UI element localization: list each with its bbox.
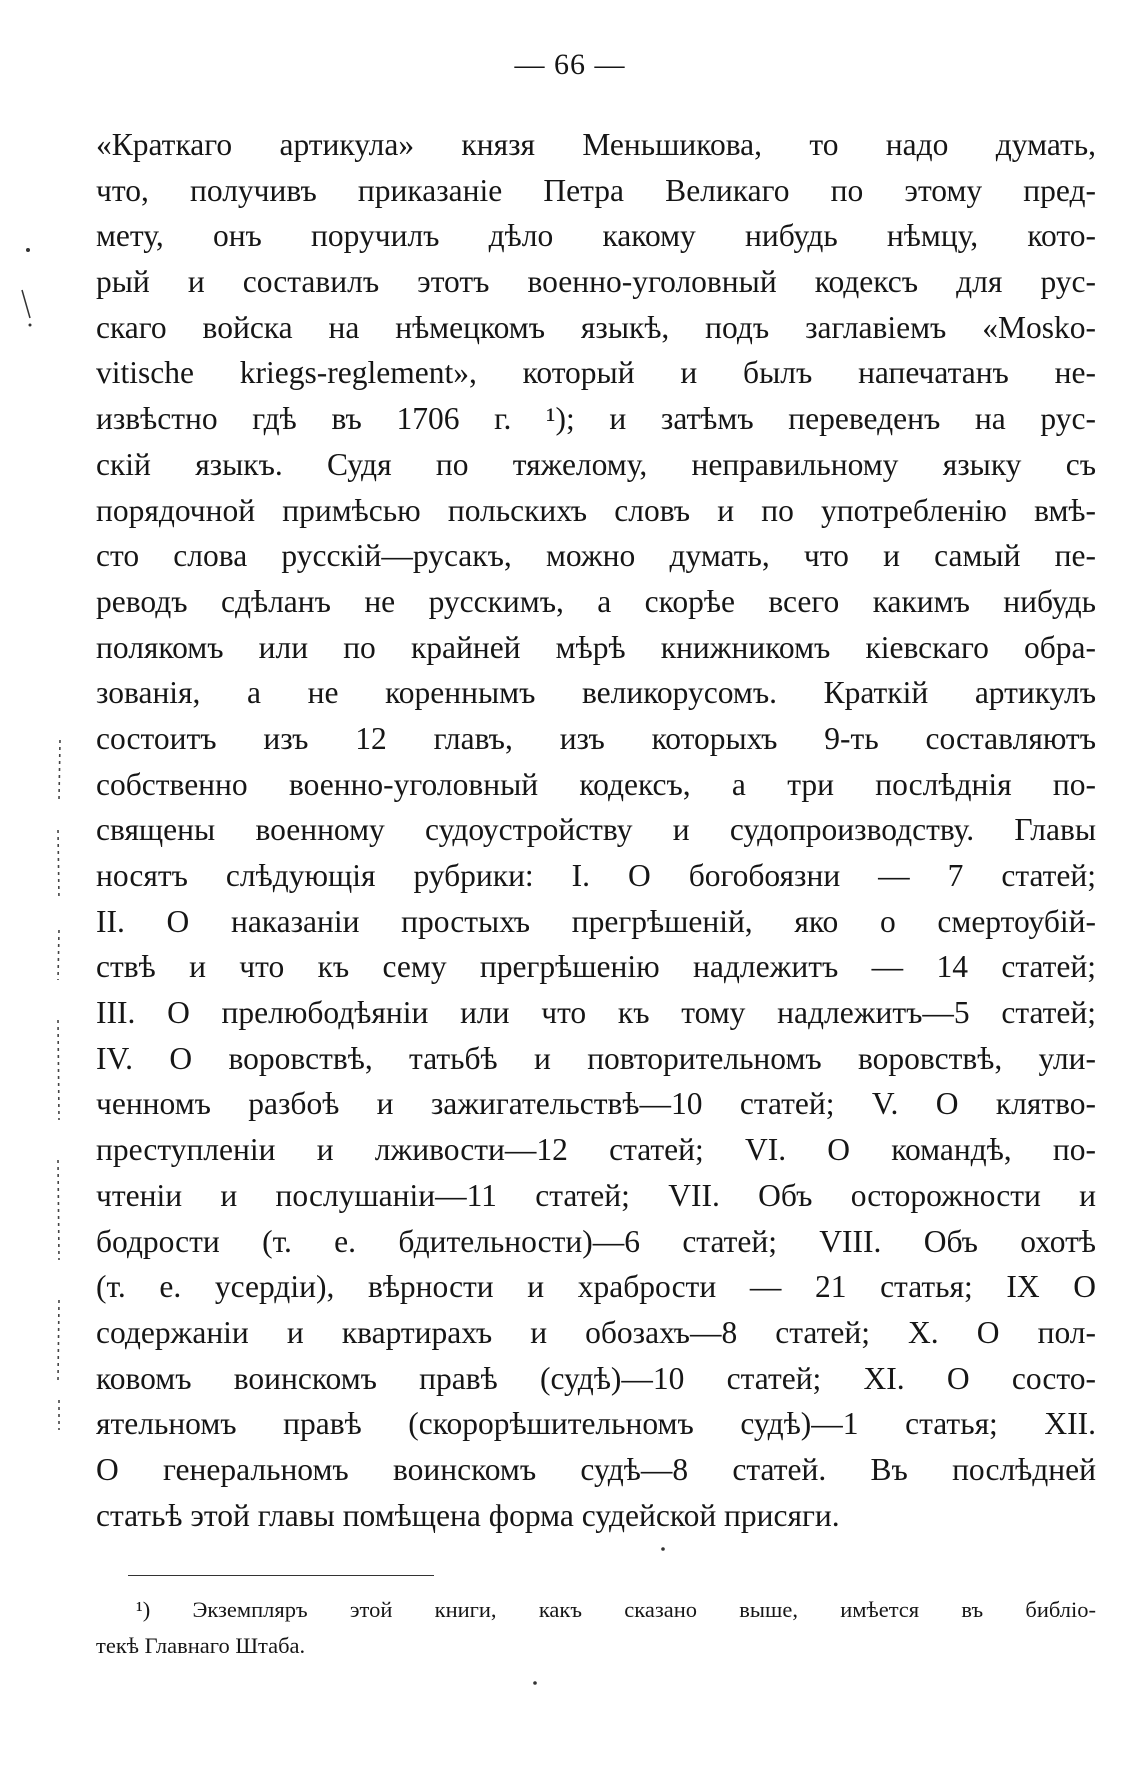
text-line: III. О прелюбодѣяніи или что къ тому надлежитъ—5 статей; (96, 995, 1096, 1031)
text-line: бодрости (т. е. бдительности)—6 статей; VIII. Объ охотѣ (96, 1223, 1096, 1259)
main-text (96, 122, 1096, 1538)
footnote (96, 1592, 1096, 1664)
text-line: О генеральномъ воинскомъ судѣ—8 статей. Въ послѣдней (96, 1451, 1096, 1487)
text-line: содержаніи и квартирахъ и обозахъ—8 статей; X. О пол- (96, 1314, 1096, 1350)
text-line: статьѣ этой главы помѣщена форма судейской присяги. (96, 1497, 840, 1533)
text-line: vitische kriegs-reglement», который и былъ напечатанъ не- (96, 355, 1096, 391)
text-line: полякомъ или по крайней мѣрѣ книжникомъ кіевскаго обра- (96, 629, 1096, 665)
text-line: носятъ слѣдующія рубрики: І. О богобоязни — 7 статей; (96, 858, 1096, 893)
text-line: ковомъ воинскомъ правѣ (судѣ)—10 статей; XI. О состо- (96, 1360, 1096, 1396)
text-line: зованія, а не кореннымъ великорусомъ. Краткій артикулъ (96, 675, 1096, 711)
text-line: сто слова русскій—русакъ, можно думать, что и самый пе- (96, 538, 1096, 574)
text-line: рый и составилъ этотъ военно-уголовный кодексъ для рус- (96, 264, 1096, 300)
text-line: реводъ сдѣланъ не русскимъ, а скорѣе всего какимъ нибудь (96, 583, 1096, 619)
text-line: порядочной примѣсью польскихъ словъ и по употребленію вмѣ- (96, 492, 1096, 528)
text-line: (т. е. усердіи), вѣрности и храбрости — 21 статья; IX О (96, 1269, 1096, 1305)
text-line: II. О наказаніи простыхъ прегрѣшеній, яко о смертоубій- (96, 903, 1096, 939)
text-line: чтеніи и послушаніи—11 статей; VII. Объ осторожности и (96, 1177, 1096, 1213)
text-line: ченномъ разбоѣ и зажигательствѣ—10 статей; V. О клятво- (96, 1086, 1096, 1122)
text-line: священы военному судоустройству и судопроизводству. Главы (96, 812, 1096, 848)
text-line: ствѣ и что къ сему прегрѣшенію надлежитъ — 14 статей; (96, 949, 1096, 985)
text-line: скій языкъ. Судя по тяжелому, неправильному языку съ (96, 446, 1096, 482)
text-line: собственно военно-уголовный кодексъ, а три послѣднія по- (96, 766, 1096, 802)
text-line: состоитъ изъ 12 главъ, изъ которыхъ 9-ть составляютъ (96, 720, 1096, 756)
text-line: скаго войска на нѣмецкомъ языкѣ, подъ заглавіемъ «Mosko- (96, 309, 1096, 345)
text-line: преступленіи и лживости—12 статей; VI. О командѣ, по- (96, 1132, 1096, 1168)
footnote-line: текѣ Главнаго Штаба. (96, 1633, 306, 1658)
footnote-line: ¹) Экземпляръ этой книги, какъ сказано выше, имѣется въ библіо- (136, 1597, 1096, 1622)
margin-pencil-mark (52, 740, 74, 1440)
footnote-divider (128, 1575, 434, 1576)
text-line: «Краткаго артикула» князя Меньшикова, то надо думать, (96, 127, 1096, 162)
text-line: мету, онъ поручилъ дѣло какому нибудь нѣмцу, кото- (96, 218, 1096, 254)
text-line: извѣстно гдѣ въ 1706 г. ¹); и затѣмъ переведенъ на рус- (96, 401, 1096, 437)
text-line: что, получивъ приказаніе Петра Великаго по этому пред- (96, 172, 1096, 208)
page-number: — 66 — (514, 48, 626, 81)
text-line: ятельномъ правѣ (скорорѣшительномъ судѣ)—1 статья; XII. (96, 1406, 1096, 1442)
text-line: IV. О воровствѣ, татьбѣ и повторительномъ воровствѣ, ули- (96, 1040, 1096, 1076)
